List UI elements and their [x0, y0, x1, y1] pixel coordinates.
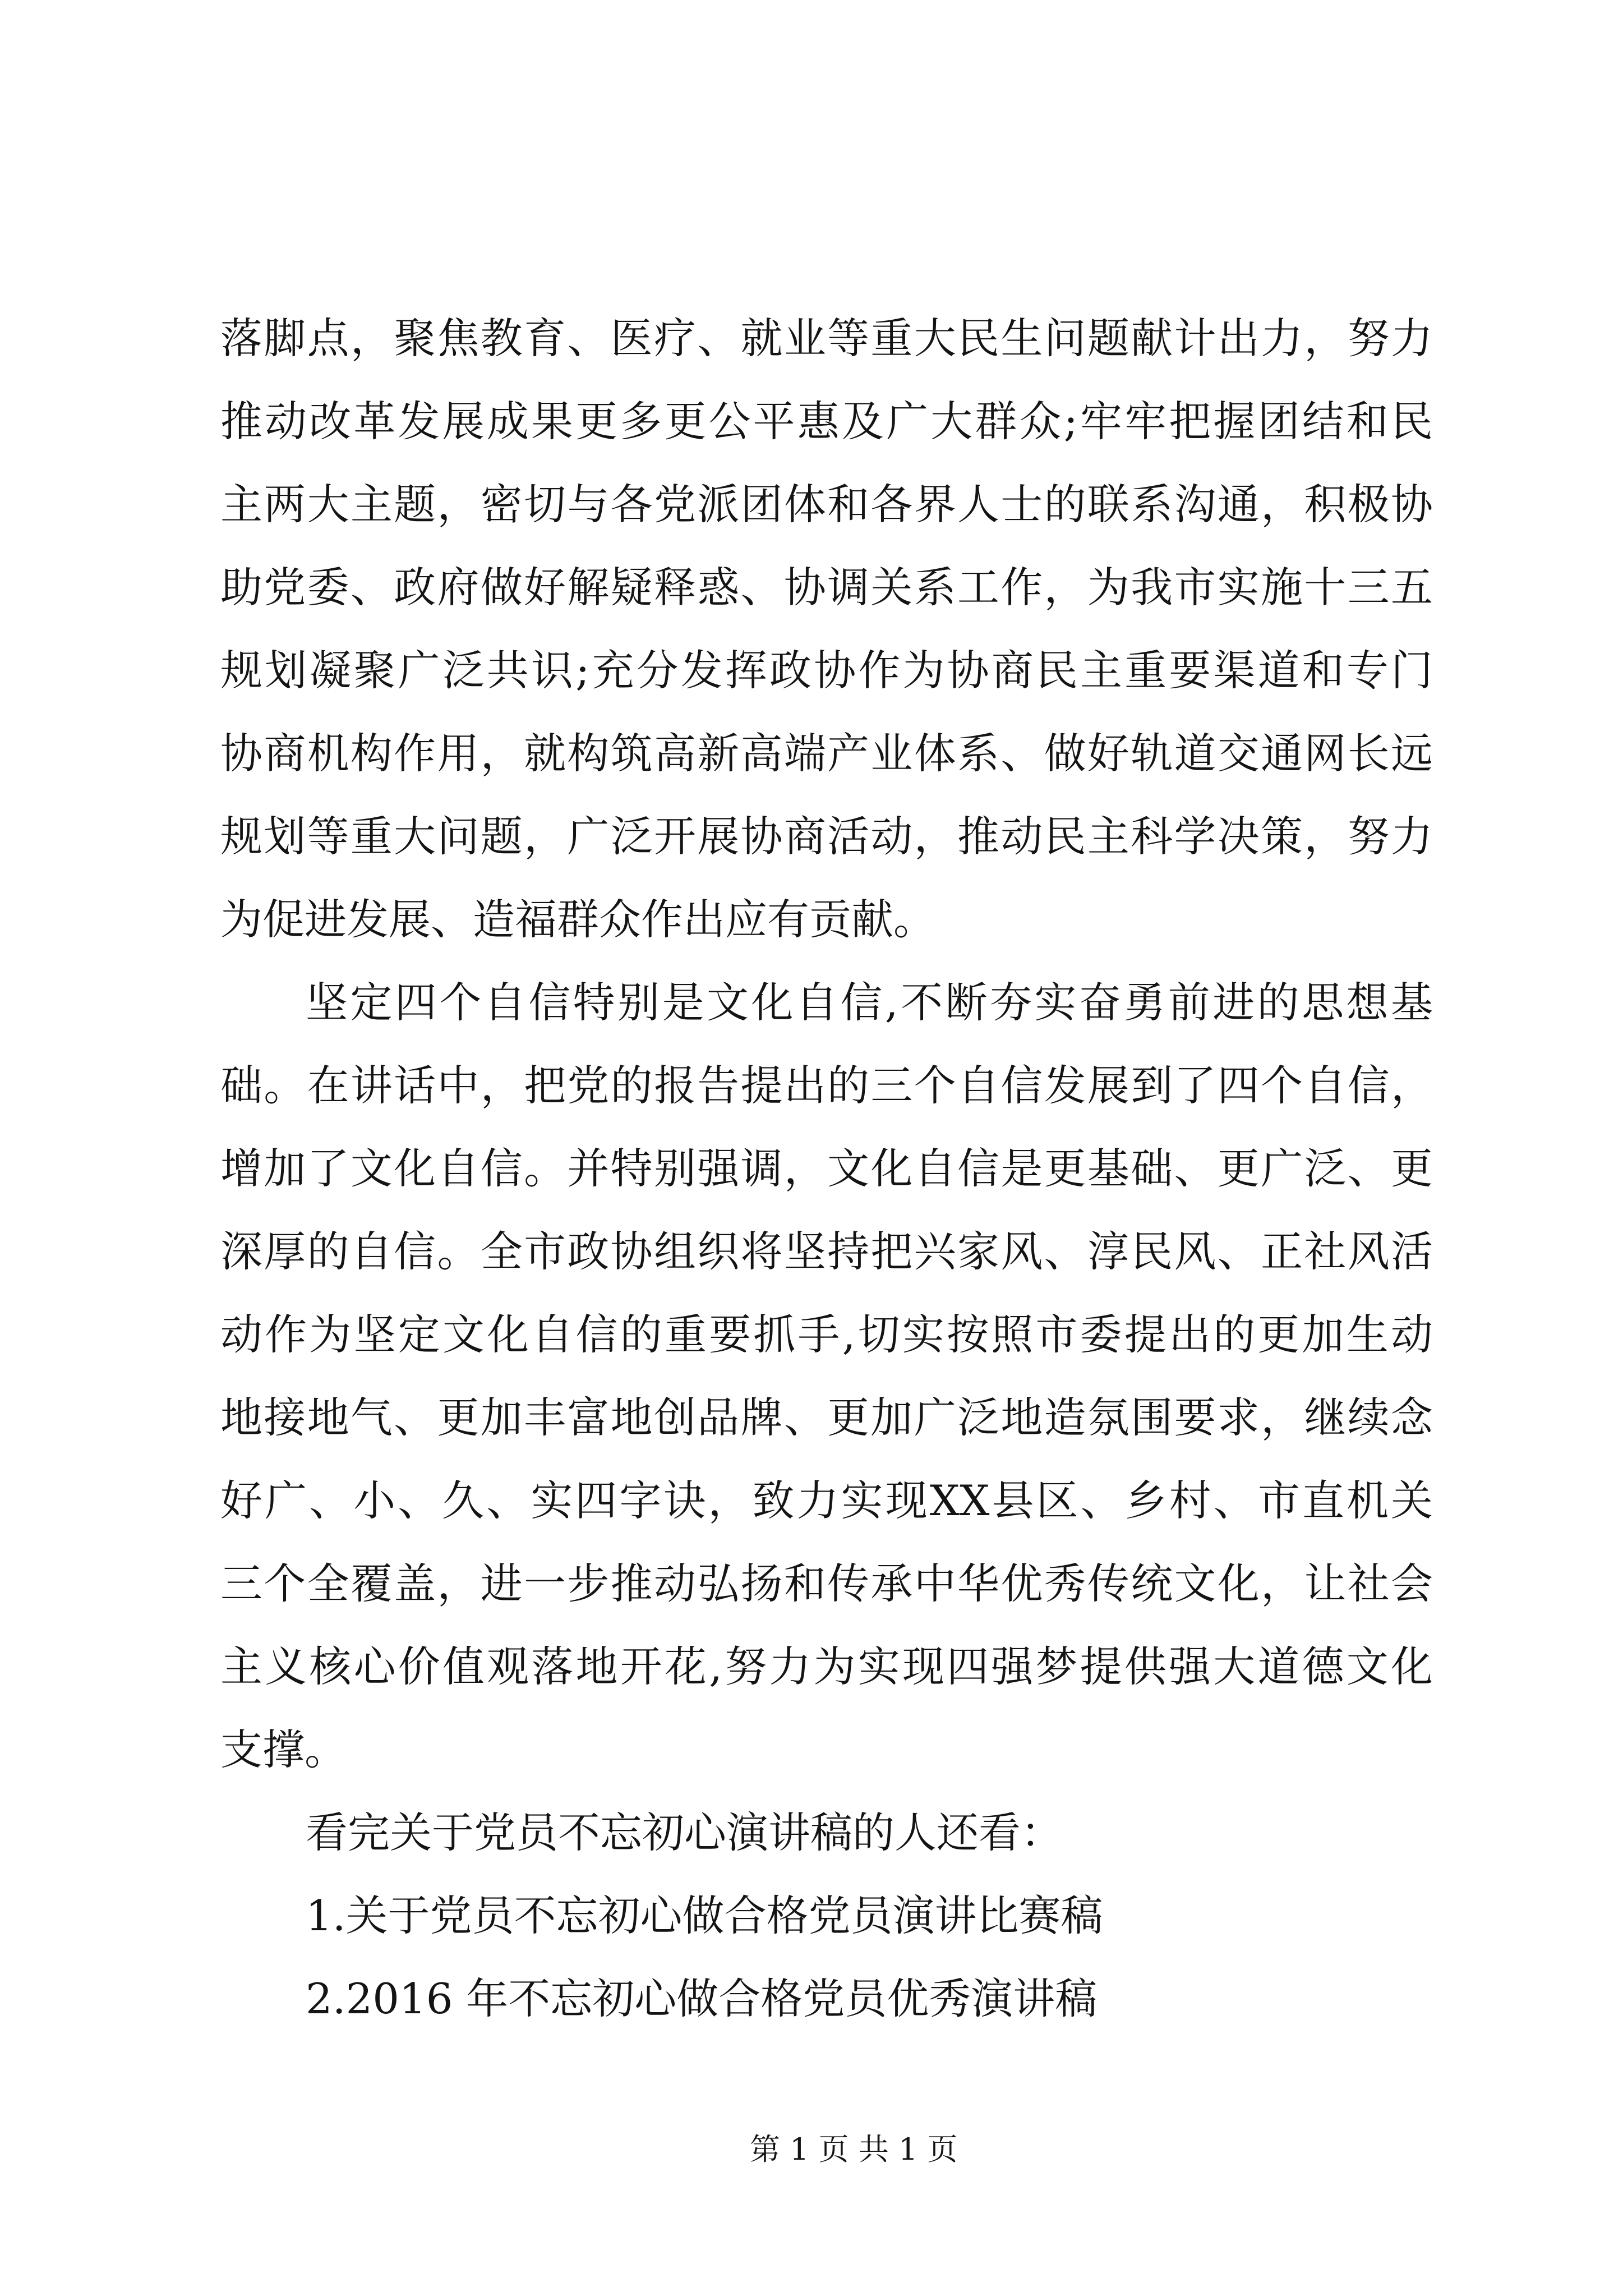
text-line: 深厚的自信。全市政协组织将坚持把兴家风、淳民风、正社风活	[220, 1227, 1433, 1276]
related-link[interactable]: 2.2016 年不忘初心做合格党员优秀演讲稿	[306, 1974, 1098, 2023]
text-line: 协商机构作用，就构筑高新高端产业体系、做好轨道交通网长远	[220, 729, 1433, 778]
text-line: 地接地气、更加丰富地创品牌、更加广泛地造氛围要求，继续念	[220, 1393, 1433, 1442]
text-line: 规划凝聚广泛共识;充分发挥政协作为协商民主重要渠道和专门	[220, 646, 1433, 695]
related-link[interactable]: 1.关于党员不忘初心做合格党员演讲比赛稿	[306, 1891, 1103, 1940]
text-line: 主两大主题，密切与各党派团体和各界人士的联系沟通，积极协	[220, 480, 1433, 529]
document-body	[220, 297, 1433, 2040]
text-line: 增加了文化自信。并特别强调，文化自信是更基础、更广泛、更	[220, 1144, 1433, 1193]
text-line: 主义核心价值观落地开花,努力为实现四强梦提供强大道德文化	[220, 1642, 1433, 1691]
text-line: 三个全覆盖，进一步推动弘扬和传承中华优秀传统文化，让社会	[220, 1559, 1433, 1608]
related-heading: 看完关于党员不忘初心演讲稿的人还看：	[306, 1808, 1063, 1857]
text-line: 支撑。	[220, 1725, 347, 1774]
text-line: 好广、小、久、实四字诀，致力实现XX县区、乡村、市直机关	[220, 1476, 1433, 1525]
text-line: 落脚点，聚焦教育、医疗、就业等重大民生问题献计出力，努力	[220, 314, 1433, 363]
paragraph-first-line: 坚定四个自信特别是文化自信,不断夯实奋勇前进的思想基	[306, 978, 1433, 1027]
text-line: 规划等重大问题，广泛开展协商活动，推动民主科学决策，努力	[220, 812, 1433, 861]
text-line: 助党委、政府做好解疑释惑、协调关系工作，为我市实施十三五	[220, 563, 1433, 612]
text-line: 推动改革发展成果更多更公平惠及广大群众;牢牢把握团结和民	[220, 397, 1433, 446]
text-line: 动作为坚定文化自信的重要抓手,切实按照市委提出的更加生动	[220, 1310, 1433, 1359]
page-footer: 第 1 页 共 1 页	[750, 2132, 958, 2167]
text-line: 为促进发展、造福群众作出应有贡献。	[220, 895, 936, 944]
text-line: 础。在讲话中，把党的报告提出的三个自信发展到了四个自信，	[220, 1061, 1433, 1110]
